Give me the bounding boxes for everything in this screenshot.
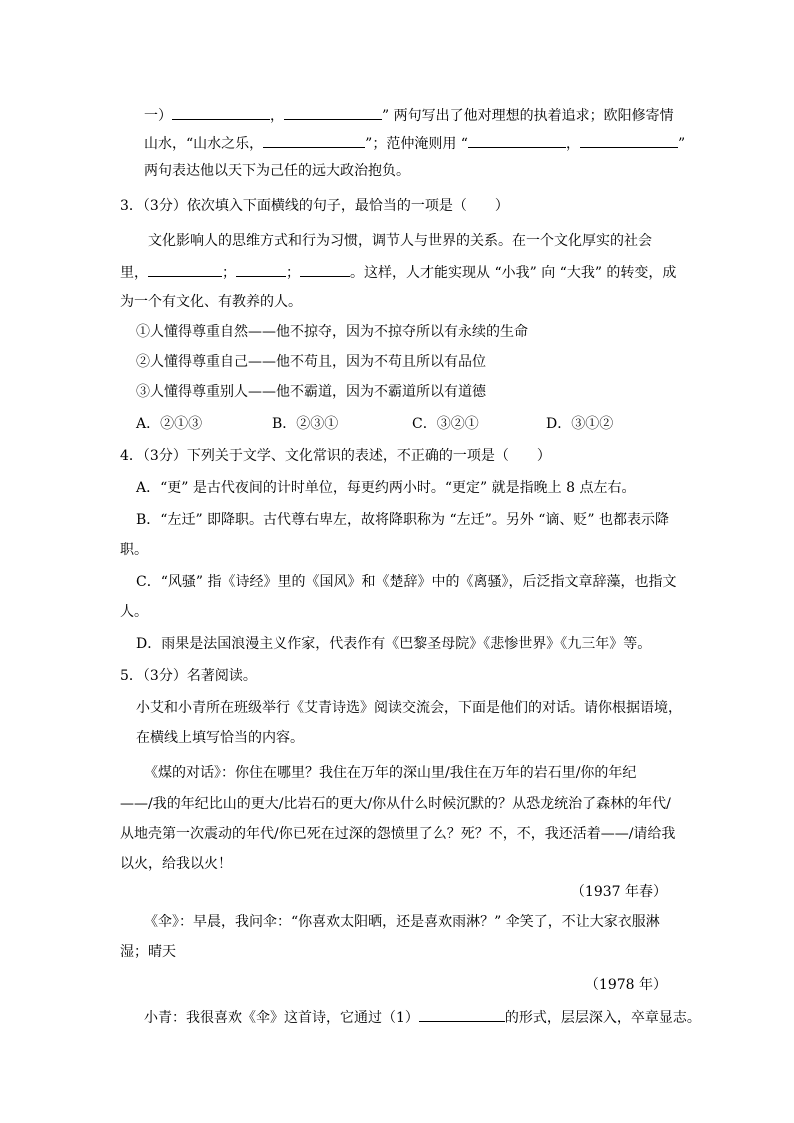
text: ” 两句写出了他对理想的执着追求；欧阳修寄情 bbox=[382, 108, 674, 124]
text: 一） bbox=[144, 108, 172, 124]
umbrella-poem-line-2: 湿；晴天 bbox=[120, 944, 176, 960]
q3-option-b[interactable]: B．②③① bbox=[272, 416, 339, 432]
q3-stem: 3．（3分）依次填入下面横线的句子，最恰当的一项是（ ） bbox=[120, 198, 509, 214]
text: ， bbox=[270, 108, 284, 124]
q3-paragraph-1: 文化影响人的思维方式和行为习惯，调节人与世界的关系。在一个文化厚实的社会 bbox=[148, 233, 652, 249]
q3-item-2: ②人懂得尊重自己——他不苟且，因为不苟且所以有品位 bbox=[136, 354, 486, 370]
text: 。这样，人才能实现从 “小我” 向 “大我” 的转变，成 bbox=[350, 265, 677, 281]
text: 里， bbox=[120, 265, 148, 281]
coal-poem-line-2: ——/我的年纪比山的更大/比岩石的更大/你从什么时候沉默的？从恐龙统治了森林的年代/ bbox=[120, 796, 671, 812]
q3-paragraph-3: 为一个有文化、有教养的人。 bbox=[120, 294, 302, 310]
text: ”；范仲淹则用 “ bbox=[365, 136, 468, 152]
coal-poem-line-1: 《煤的对话》：你住在哪里？我住在万年的深山里/我住在万年的岩石里/你的年纪 bbox=[144, 765, 637, 781]
fill-blank[interactable] bbox=[300, 262, 350, 277]
top-line-3: 两句表达他以天下为己任的远大政治抱负。 bbox=[144, 163, 410, 179]
text: 山水，“山水之乐， bbox=[144, 136, 264, 152]
fill-blank[interactable] bbox=[148, 262, 222, 277]
q4-option-a[interactable]: A．“更” 是古代夜间的计时单位，每更约两小时。“更定” 就是指晚上 8 点左右。 bbox=[136, 480, 636, 496]
coal-poem-line-3: 从地壳第一次震动的年代/你已死在过深的怨愤里了么？死？不，不，我还活着——/请给我 bbox=[120, 826, 676, 842]
q5-intro-2: 在横线上填写恰当的内容。 bbox=[136, 730, 304, 746]
umbrella-poem-line-1: 《伞》：早晨，我问伞：“你喜欢太阳晒，还是喜欢雨淋？” 伞笑了，不让大家衣服淋 bbox=[144, 914, 660, 930]
fill-blank[interactable] bbox=[263, 133, 365, 148]
fill-blank[interactable] bbox=[172, 105, 270, 120]
umbrella-poem-date: （1978 年） bbox=[584, 977, 667, 993]
text: ” bbox=[677, 136, 686, 152]
q3-option-c[interactable]: C．③②① bbox=[412, 416, 479, 432]
q4-stem: 4．（3分）下列关于文学、文化常识的表述，不正确的一项是（ ） bbox=[120, 448, 551, 464]
fill-blank[interactable] bbox=[419, 1007, 505, 1022]
q5-intro-1: 小艾和小青所在班级举行《艾青诗选》阅读交流会，下面是他们的对话。请你根据语境， bbox=[136, 700, 682, 716]
q3-option-a[interactable]: A．②①③ bbox=[136, 416, 203, 432]
top-line-1 bbox=[144, 105, 674, 125]
q4-option-b-line-1[interactable]: B．“左迁” 即降职。古代尊右卑左，故将降职称为 “左迁”。另外 “谪、贬” 也都表示降 bbox=[136, 512, 670, 528]
text: ； bbox=[222, 265, 236, 281]
fill-blank[interactable] bbox=[580, 133, 678, 148]
text: 小青：我很喜欢《伞》这首诗，它通过（1） bbox=[144, 1010, 419, 1026]
fill-blank[interactable] bbox=[236, 262, 286, 277]
q5-stem: 5．（3分）名著阅读。 bbox=[120, 668, 257, 684]
text: ， bbox=[565, 136, 580, 152]
top-line-2 bbox=[144, 133, 685, 153]
coal-poem-line-4: 以火，给我以火！ bbox=[120, 856, 232, 872]
q3-paragraph-2 bbox=[120, 262, 676, 282]
xiaoqing-dialogue bbox=[144, 1007, 701, 1027]
text: ； bbox=[286, 265, 300, 281]
q3-item-3: ③人懂得尊重别人——他不霸道，因为不霸道所以有道德 bbox=[136, 384, 486, 400]
q4-option-b-line-2: 职。 bbox=[120, 542, 148, 558]
q3-item-1: ①人懂得尊重自然——他不掠夺，因为不掠夺所以有永续的生命 bbox=[136, 324, 528, 340]
q3-option-d[interactable]: D．③①② bbox=[546, 416, 614, 432]
q4-option-c-line-1[interactable]: C．“风骚” 指《诗经》里的《国风》和《楚辞》中的《离骚》，后泛指文章辞藻，也指文 bbox=[136, 574, 677, 590]
fill-blank[interactable] bbox=[284, 105, 382, 120]
q4-option-d[interactable]: D．雨果是法国浪漫主义作家，代表作有《巴黎圣母院》《悲惨世界》《九三年》等。 bbox=[136, 636, 652, 652]
fill-blank[interactable] bbox=[468, 133, 566, 148]
text: 的形式，层层深入，卒章显志。 bbox=[504, 1010, 701, 1026]
q4-option-c-line-2: 人。 bbox=[120, 604, 148, 620]
coal-poem-date: （1937 年春） bbox=[570, 884, 667, 900]
